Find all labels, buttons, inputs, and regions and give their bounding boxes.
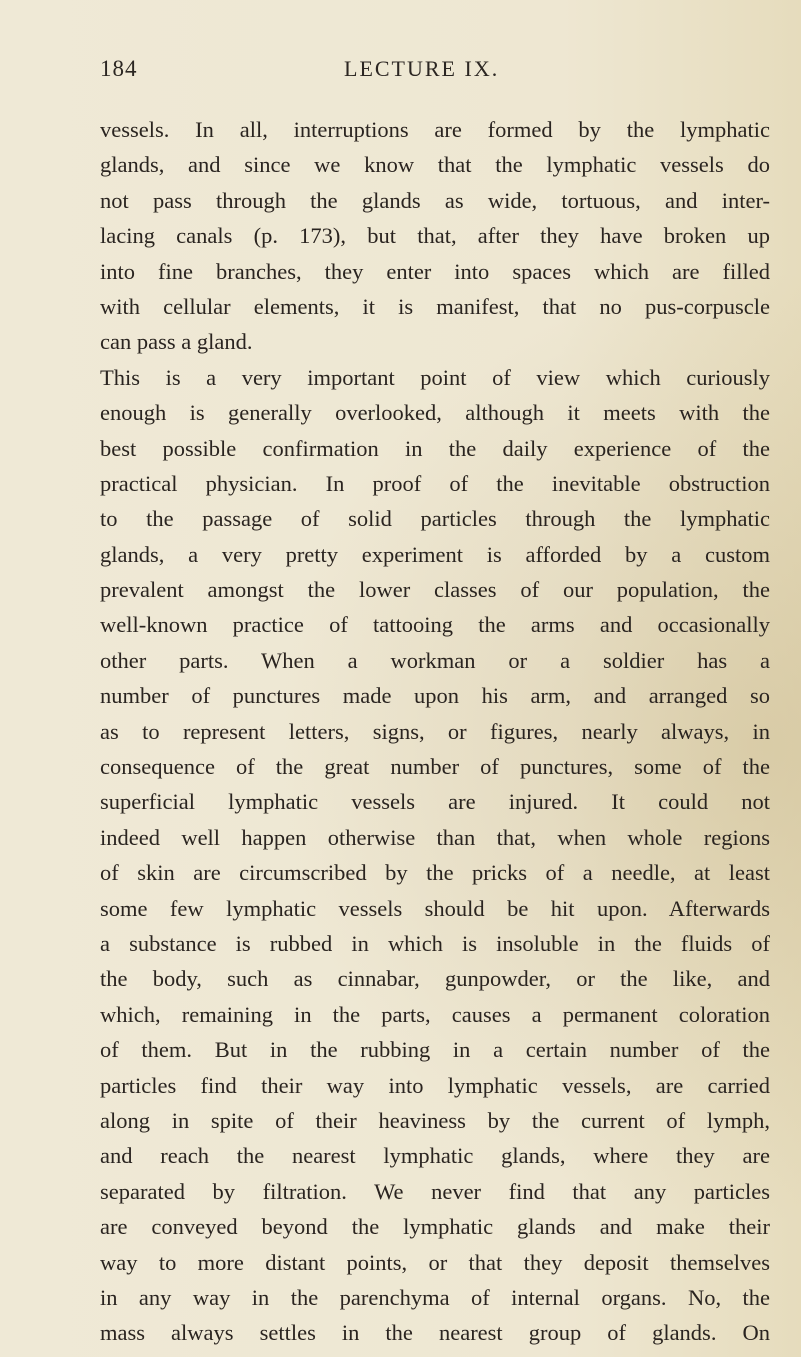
text-line: This is a very important point of view which curiously bbox=[100, 364, 770, 390]
text-line: other parts. When a workman or a soldier has a bbox=[100, 647, 770, 673]
text-line: some few lymphatic vessels should be hit upon. Afterwards bbox=[100, 895, 770, 921]
text-line: well-known practice of tattooing the arms and occasionally bbox=[100, 612, 770, 638]
text-line: indeed well happen otherwise than that, when whole regions bbox=[100, 824, 770, 850]
text-line: with cellular elements, it is manifest, that no pus-corpuscle bbox=[100, 293, 770, 319]
text-line: consequence of the great number of punctures, some of the bbox=[100, 754, 770, 780]
text-line: mass always settles in the nearest group of glands. On bbox=[100, 1320, 770, 1346]
text-line: into fine branches, they enter into spaces which are filled bbox=[100, 258, 770, 284]
text-line: practical physician. In proof of the inevitable obstruction bbox=[100, 470, 770, 496]
text-line: number of punctures made upon his arm, and arranged so bbox=[100, 683, 770, 709]
running-title: LECTURE IX. bbox=[344, 56, 500, 81]
text-line: which, remaining in the parts, causes a permanent coloration bbox=[100, 1001, 770, 1027]
text-line: are conveyed beyond the lymphatic glands and make their bbox=[100, 1214, 770, 1240]
text-line: along in spite of their heaviness by the current of lymph, bbox=[100, 1107, 770, 1133]
text-line: way to more distant points, or that they deposit themselves bbox=[100, 1249, 770, 1275]
text-line: glands, a very pretty experiment is afforded by a custom bbox=[100, 541, 770, 567]
text-line: prevalent amongst the lower classes of our population, the bbox=[100, 577, 770, 603]
text-line: best possible confirmation in the daily experience of the bbox=[100, 435, 770, 461]
text-line: lacing canals (p. 173), but that, after they have broken up bbox=[100, 223, 770, 249]
text-line: separated by filtration. We never find that any particles bbox=[100, 1178, 770, 1204]
text-line: vessels. In all, interruptions are formed by the lymphatic bbox=[100, 117, 770, 142]
text-line: and reach the nearest lymphatic glands, where they are bbox=[100, 1143, 770, 1169]
text-line: can pass a gland. bbox=[100, 329, 253, 355]
text-line: of skin are circumscribed by the pricks of a needle, at least bbox=[100, 860, 770, 886]
text-line: superficial lymphatic vessels are injured. It could not bbox=[100, 789, 770, 815]
text-line: the body, such as cinnabar, gunpowder, or the like, and bbox=[100, 966, 770, 992]
text-line: in any way in the parenchyma of internal organs. No, the bbox=[100, 1284, 770, 1310]
text-line: as to represent letters, signs, or figures, nearly always, in bbox=[100, 718, 770, 744]
text-line: not pass through the glands as wide, tortuous, and inter- bbox=[100, 187, 770, 213]
text-line: enough is generally overlooked, although it meets with the bbox=[100, 400, 770, 426]
running-head bbox=[100, 56, 760, 90]
text-line: to the passage of solid particles through the lymphatic bbox=[100, 506, 770, 532]
text-line: glands, and since we know that the lymphatic vessels do bbox=[100, 152, 770, 178]
text-line: particles find their way into lymphatic vessels, are carried bbox=[100, 1072, 770, 1098]
text-line: of them. But in the rubbing in a certain number of the bbox=[100, 1037, 770, 1063]
body-text bbox=[100, 112, 770, 1351]
page-number: 184 bbox=[100, 56, 138, 81]
text-line: a substance is rubbed in which is insoluble in the fluids of bbox=[100, 930, 770, 956]
